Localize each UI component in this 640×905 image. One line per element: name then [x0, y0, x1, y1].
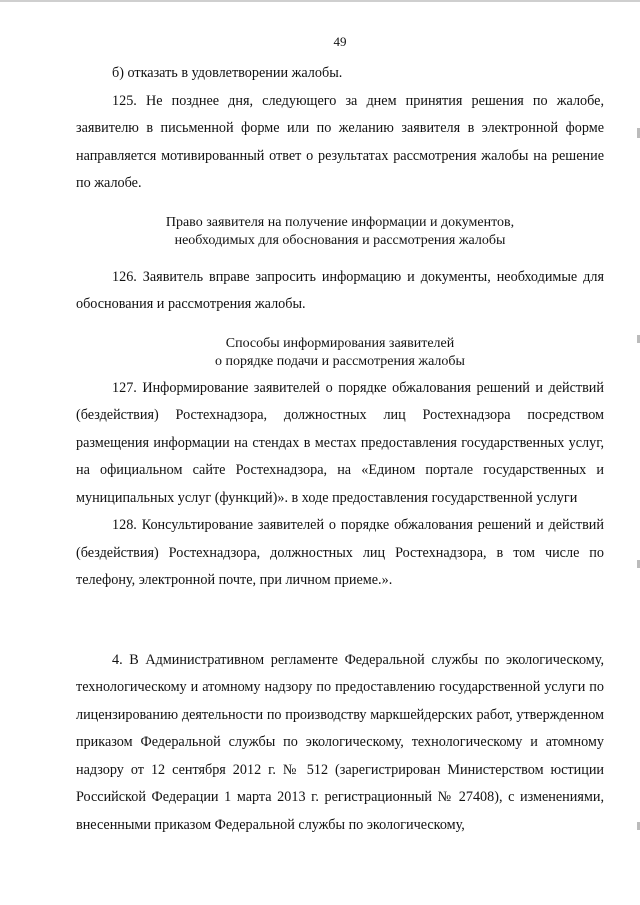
section-heading-right-to-information — [76, 214, 604, 250]
paragraph-128: 128. Консультирование заявителей о порядке обжалования решений и действий (бездействия) Ростехнадзора, должностных лиц Ростехнадзора, в том числе по телефону, электронной почте, при личном приеме.». — [76, 517, 604, 588]
paragraph-125: 125. Не позднее дня, следующего за днем принятия решения по жалобе, заявителю в письменной форме или по желанию заявителя в электронной форме направляется мотивированный ответ о результатах рассмотрения жалобы на решение по жалобе. — [76, 92, 604, 191]
document-body — [76, 60, 604, 839]
heading-line: Способы информирования заявителей — [225, 335, 455, 351]
page-number: 49 — [333, 34, 347, 49]
paragraph-126: 126. Заявитель вправе запросить информацию и документы, необходимые для обоснования и рассмотрения жалобы. — [76, 268, 604, 312]
heading-line: о порядке подачи и рассмотрения жалобы — [215, 353, 465, 369]
section-heading-informing-methods — [76, 335, 604, 371]
heading-line: необходимых для обоснования и рассмотрения жалобы — [174, 232, 506, 248]
paragraph-4: 4. В Административном регламенте Федеральной службы по экологическому, технологическому и атомному надзору по предоставлению государственной услуги по лицензированию деятельности по производству маркшейдерских работ, утвержденном приказом Федеральной службы по экологическому, технологическому и атомному надзору от 12 сентября 2012 г. № 512 (зарегистрирован Министерством юстиции Российской Федерации 1 марта 2013 г. регистрационный № 27408), с изменениями, внесенными приказом Федеральной службы по экологическому, — [76, 651, 604, 833]
heading-line: Право заявителя на получение информации и документов, — [165, 214, 515, 230]
paragraph-127: 127. Информирование заявителей о порядке обжалования решений и действий (бездействия) Ростехнадзора, должностных лиц Ростехнадзора посредством размещения информации на стендах в местах предоставления государственных услуг, на официальном сайте Ростехнадзора, на «Едином портале государственных и муниципальных услуг (функций)». в ходе предоставления государственной услуги — [76, 379, 604, 506]
scan-top-edge — [0, 0, 640, 2]
paragraph-b: б) отказать в удовлетворении жалобы. — [112, 65, 343, 81]
